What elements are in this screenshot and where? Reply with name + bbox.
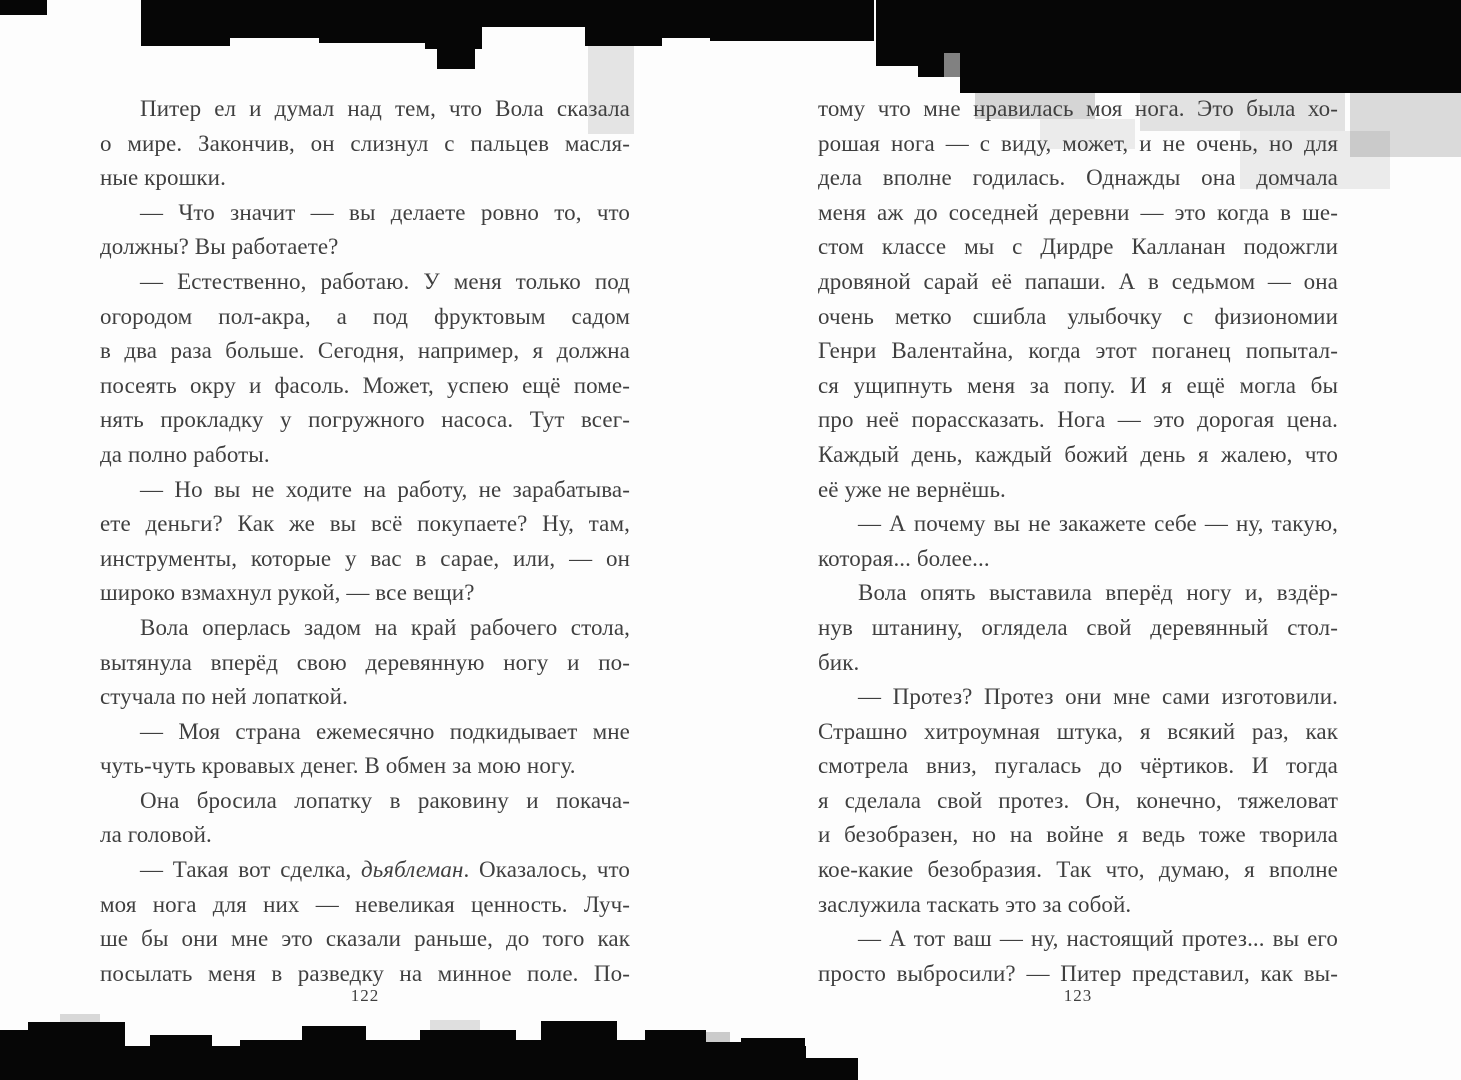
text-line: Она бросила лопатку в раковину и покача- xyxy=(140,787,630,813)
text-line: Каждый день, каждый божий день я жалею, что xyxy=(818,441,1338,467)
text-line: Вола опять выставила вперёд ногу и, вздёр- xyxy=(858,580,1338,606)
text-line: тому что мне нравилась моя нога. Это была хо- xyxy=(818,96,1338,121)
text-line: Страшно хитроумная штука, я всякий раз, как xyxy=(818,718,1338,744)
text-line: ла головой. xyxy=(100,822,212,848)
text-line: дровяной сарай её папаши. А в седьмом — она xyxy=(818,268,1338,294)
text-line: огородом пол-акра, а под фруктовым садом xyxy=(100,303,630,329)
text-line: Питер ел и думал над тем, что Вола сказала xyxy=(140,96,630,121)
text-line: посылать меня в разведку на минное поле. По- xyxy=(100,960,630,986)
page-number-left: 122 xyxy=(350,986,380,1005)
text-line: ете деньги? Как же вы всё покупаете? Ну, там, xyxy=(100,511,630,537)
text-line: посеять окру и фасоль. Может, успею ещё поме- xyxy=(100,372,630,398)
text-line: о мире. Закончив, он слизнул с пальцев масля- xyxy=(100,130,630,156)
text-line: нув штанину, оглядела свой деревянный стол- xyxy=(818,614,1338,640)
text-line: — Протез? Протез они мне сами изготовили. xyxy=(858,684,1338,710)
text-line: широко взмахнул рукой, — все вещи? xyxy=(100,580,475,606)
text-line: ся ущипнуть меня за попу. И я ещё могла бы xyxy=(818,372,1338,398)
page-right-text xyxy=(818,92,1338,991)
text-line: меня аж до соседней деревни — это когда в ше- xyxy=(818,199,1338,225)
text-line: должны? Вы работаете? xyxy=(100,234,339,260)
text-line: стучала по ней лопаткой. xyxy=(100,684,348,710)
text-line: — Моя страна ежемесячно подкидывает мне xyxy=(140,718,630,744)
text-line: кое-какие безобразия. Так что, думаю, я вполне xyxy=(818,857,1338,883)
text-line: просто выбросили? — Питер представил, как вы- xyxy=(818,960,1338,986)
text-line: в два раза больше. Сегодня, например, я должна xyxy=(100,338,630,364)
text-line: — Что значит — вы делаете ровно то, что xyxy=(140,199,630,225)
text-line: смотрела вниз, пугалась до чёртиков. И тогда xyxy=(818,753,1338,779)
text-line: моя нога для них — невеликая ценность. Луч- xyxy=(100,891,630,917)
text-line: — Но вы не ходите на работу, не зарабатыва- xyxy=(140,476,630,502)
text-line: Генри Валентайна, когда этот поганец попытал- xyxy=(818,338,1338,364)
text-line: — А почему вы не закажете себе — ну, такую, xyxy=(858,511,1338,537)
page-number-right: 123 xyxy=(1063,986,1093,1005)
text-line: да полно работы. xyxy=(100,441,270,467)
text-line: — А тот ваш — ну, настоящий протез... вы его xyxy=(858,926,1338,952)
text-line: очень метко сшибла улыбочку с физиономии xyxy=(818,303,1338,329)
text-line: — Такая вот сделка, дьяблеман. Оказалось, что xyxy=(140,857,630,883)
text-line: ные крошки. xyxy=(100,165,226,191)
page-left-text xyxy=(100,92,630,991)
text-line: — Естественно, работаю. У меня только под xyxy=(140,268,630,294)
text-line: и безобразен, но на войне я ведь тоже творила xyxy=(818,822,1338,848)
text-line: дела вполне годилась. Однажды она домчала xyxy=(818,165,1338,191)
text-line: ше бы они мне это сказали раньше, до того как xyxy=(100,926,630,952)
text-line: я сделала свой протез. Он, конечно, тяжеловат xyxy=(818,787,1338,813)
page-left xyxy=(100,0,630,1080)
text-line: заслужила таскать это за собой. xyxy=(818,891,1132,917)
text-line: нять прокладку у погружного насоса. Тут всег- xyxy=(100,407,630,433)
text-line: инструменты, которые у вас в сарае, или, — он xyxy=(100,545,630,571)
text-line: чуть-чуть кровавых денег. В обмен за мою ногу. xyxy=(100,753,576,779)
text-line: Вола оперлась задом на край рабочего стола, xyxy=(140,614,630,640)
text-line: про неё порассказать. Нога — это дорогая цена. xyxy=(818,407,1338,433)
text-line: стом классе мы с Дирдре Калланан подожгли xyxy=(818,234,1338,260)
text-line: которая... более... xyxy=(818,545,990,571)
text-line: бик. xyxy=(818,649,860,675)
page-right xyxy=(818,0,1338,1080)
text-line: рошая нога — с виду, может, и не очень, но для xyxy=(818,130,1338,156)
text-line: её уже не вернёшь. xyxy=(818,476,1006,502)
text-line: вытянула вперёд свою деревянную ногу и по- xyxy=(100,649,630,675)
